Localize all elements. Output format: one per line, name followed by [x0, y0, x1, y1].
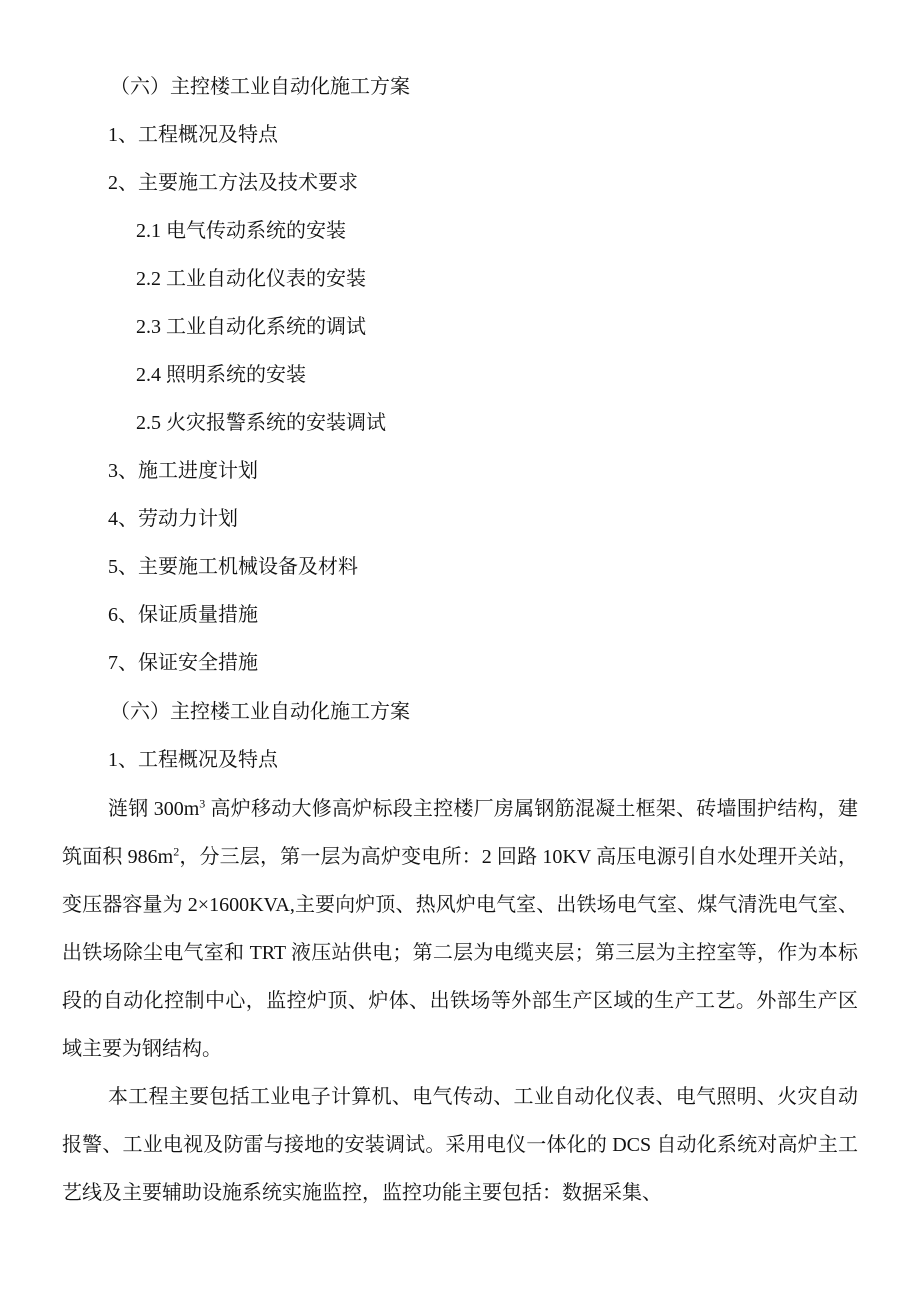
outline-item-5: 5、主要施工机械设备及材料 — [108, 556, 358, 578]
paragraph-overview-part-c: ，分三层，第一层为高炉变电所：2 回路 10KV 高压电源引自水处理开关站，变压器容量为 2×1600KVA,主要向炉顶、热风炉电气室、出铁场电气室、煤气清洗电气室、出铁场除尘电气室和 TRT 液压站供电；第二层为电缆夹层；第三层为主控室等，作为本标段的自动化控制中心，监控炉顶、炉体、出铁场等外部生产区域的生产工艺。外部生产区域主要为钢结构。 — [62, 846, 858, 1060]
outline-item-3: 3、施工进度计划 — [108, 460, 258, 482]
outline-item-1: 1、工程概况及特点 — [108, 124, 278, 146]
superscript-2: 2 — [173, 844, 180, 859]
outline-item-2-1: 2.1 电气传动系统的安装 — [136, 220, 346, 242]
outline-item-2-2: 2.2 工业自动化仪表的安装 — [136, 268, 366, 290]
outline-item-4: 4、劳动力计划 — [108, 508, 238, 530]
outline-title: （六）主控楼工业自动化施工方案 — [110, 76, 410, 98]
outline-item-2: 2、主要施工方法及技术要求 — [108, 172, 358, 194]
outline-item-2-4: 2.4 照明系统的安装 — [136, 364, 306, 386]
outline-item-2-5: 2.5 火灾报警系统的安装调试 — [136, 412, 386, 434]
section-title: （六）主控楼工业自动化施工方案 — [110, 701, 410, 723]
outline-item-7: 7、保证安全措施 — [108, 652, 258, 674]
paragraph-overview-part-b: 高炉移动大修高炉标段主控楼厂房属钢筋混凝土框架、砖墙围护结构，建筑面积 986m — [62, 798, 858, 868]
superscript-3: 3 — [199, 796, 206, 811]
section-heading-1: 1、工程概况及特点 — [108, 749, 278, 771]
paragraph-overview-part-a: 涟钢 300m — [108, 798, 200, 820]
paragraph-overview — [62, 785, 858, 1073]
paragraph-scope: 本工程主要包括工业电子计算机、电气传动、工业自动化仪表、电气照明、火灾自动报警、工业电视及防雷与接地的安装调试。采用电仪一体化的 DCS 自动化系统对高炉主工艺线及主要辅助设施系统实施监控，监控功能主要包括：数据采集、 — [62, 1086, 858, 1204]
outline-item-2-3: 2.3 工业自动化系统的调试 — [136, 316, 366, 338]
outline-item-6: 6、保证质量措施 — [108, 604, 258, 626]
